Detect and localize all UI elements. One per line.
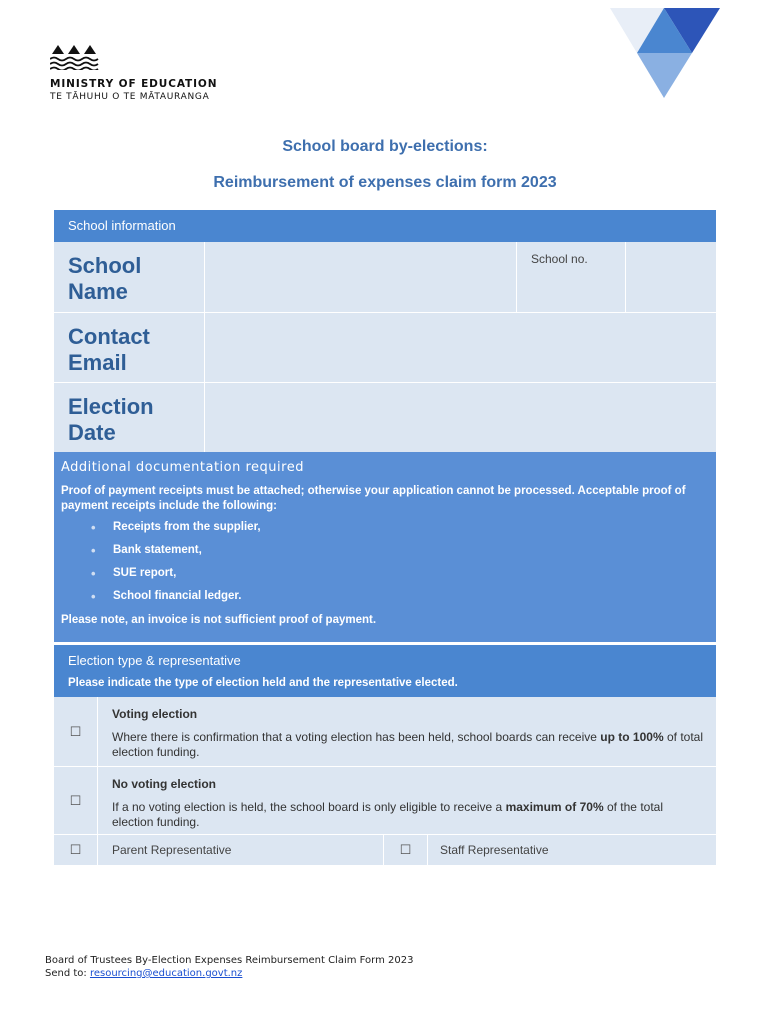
list-item: • Bank statement, [91,544,708,567]
voting-election-desc: Where there is confirmation that a voting election has been held, school boards can receive up to 100% of total election funding. [112,730,703,759]
no-voting-election-title: No voting election [112,777,217,791]
logo-ministry-name: MINISTRY OF EDUCATION [50,78,218,90]
election-type-title: Election type & representative [68,653,241,668]
election-type-header [54,645,716,697]
receipt-types-list [91,521,708,613]
parent-rep-checkbox[interactable]: ☐ [54,835,98,865]
contact-email-field[interactable] [205,313,716,383]
triangle-graphic-icon [608,8,722,100]
school-no-label: School no. [531,252,588,266]
voting-election-row [54,697,716,767]
election-date-label-cell [54,383,205,452]
mountains-waves-icon [50,42,100,70]
list-item: • School financial ledger. [91,590,708,613]
footer-send-to: Send to: resourcing@education.govt.nz [45,968,243,979]
voting-election-checkbox[interactable]: ☐ [54,697,98,766]
no-voting-election-row [54,767,716,835]
school-name-field[interactable] [205,242,517,313]
additional-docs-intro: Proof of payment receipts must be attached; otherwise your application cannot be processed. Acceptable proof of payment receipts include the following: [61,485,686,512]
no-voting-election-checkbox[interactable]: ☐ [54,767,98,834]
election-type-subtitle: Please indicate the type of election held and the representative elected. [68,677,458,689]
footer-email-link[interactable]: resourcing@education.govt.nz [89,968,243,979]
election-date-field[interactable] [205,383,716,452]
no-voting-election-body [112,777,704,829]
page-title: School board by-elections: [282,138,488,155]
additional-docs-section [54,452,716,642]
representative-row [54,835,716,865]
school-no-field[interactable] [626,242,716,313]
page-subtitle: Reimbursement of expenses claim form 2023 [213,174,557,191]
logo-maori-name: TE TĀHUHU O TE MĀTAURANGA [50,92,210,102]
contact-email-label-cell [54,313,205,383]
additional-docs-heading: Additional documentation required [61,460,304,475]
ministry-logo [50,42,225,102]
no-voting-election-desc: If a no voting election is held, the school board is only eligible to receive a maximum of 70% of the total election funding. [112,800,663,829]
school-name-label: School Name [68,253,142,304]
list-item: • SUE report, [91,567,708,590]
list-item: • Receipts from the supplier, [91,521,708,544]
footer-form-name: Board of Trustees By-Election Expenses Reimbursement Claim Form 2023 [45,955,414,966]
election-date-label: Election Date [68,394,154,445]
school-info-header: School information [54,210,716,242]
school-info-table [54,242,716,452]
school-no-label-cell [517,242,626,313]
invoice-note: Please note, an invoice is not sufficient proof of payment. [61,614,377,626]
staff-rep-checkbox[interactable]: ☐ [384,835,428,865]
voting-election-body [112,707,704,759]
school-name-label-cell [54,242,205,313]
voting-election-title: Voting election [112,707,198,721]
contact-email-label: Contact Email [68,324,150,375]
staff-rep-label: Staff Representative [440,843,549,857]
page-footer [45,954,413,980]
parent-rep-label: Parent Representative [98,835,384,865]
